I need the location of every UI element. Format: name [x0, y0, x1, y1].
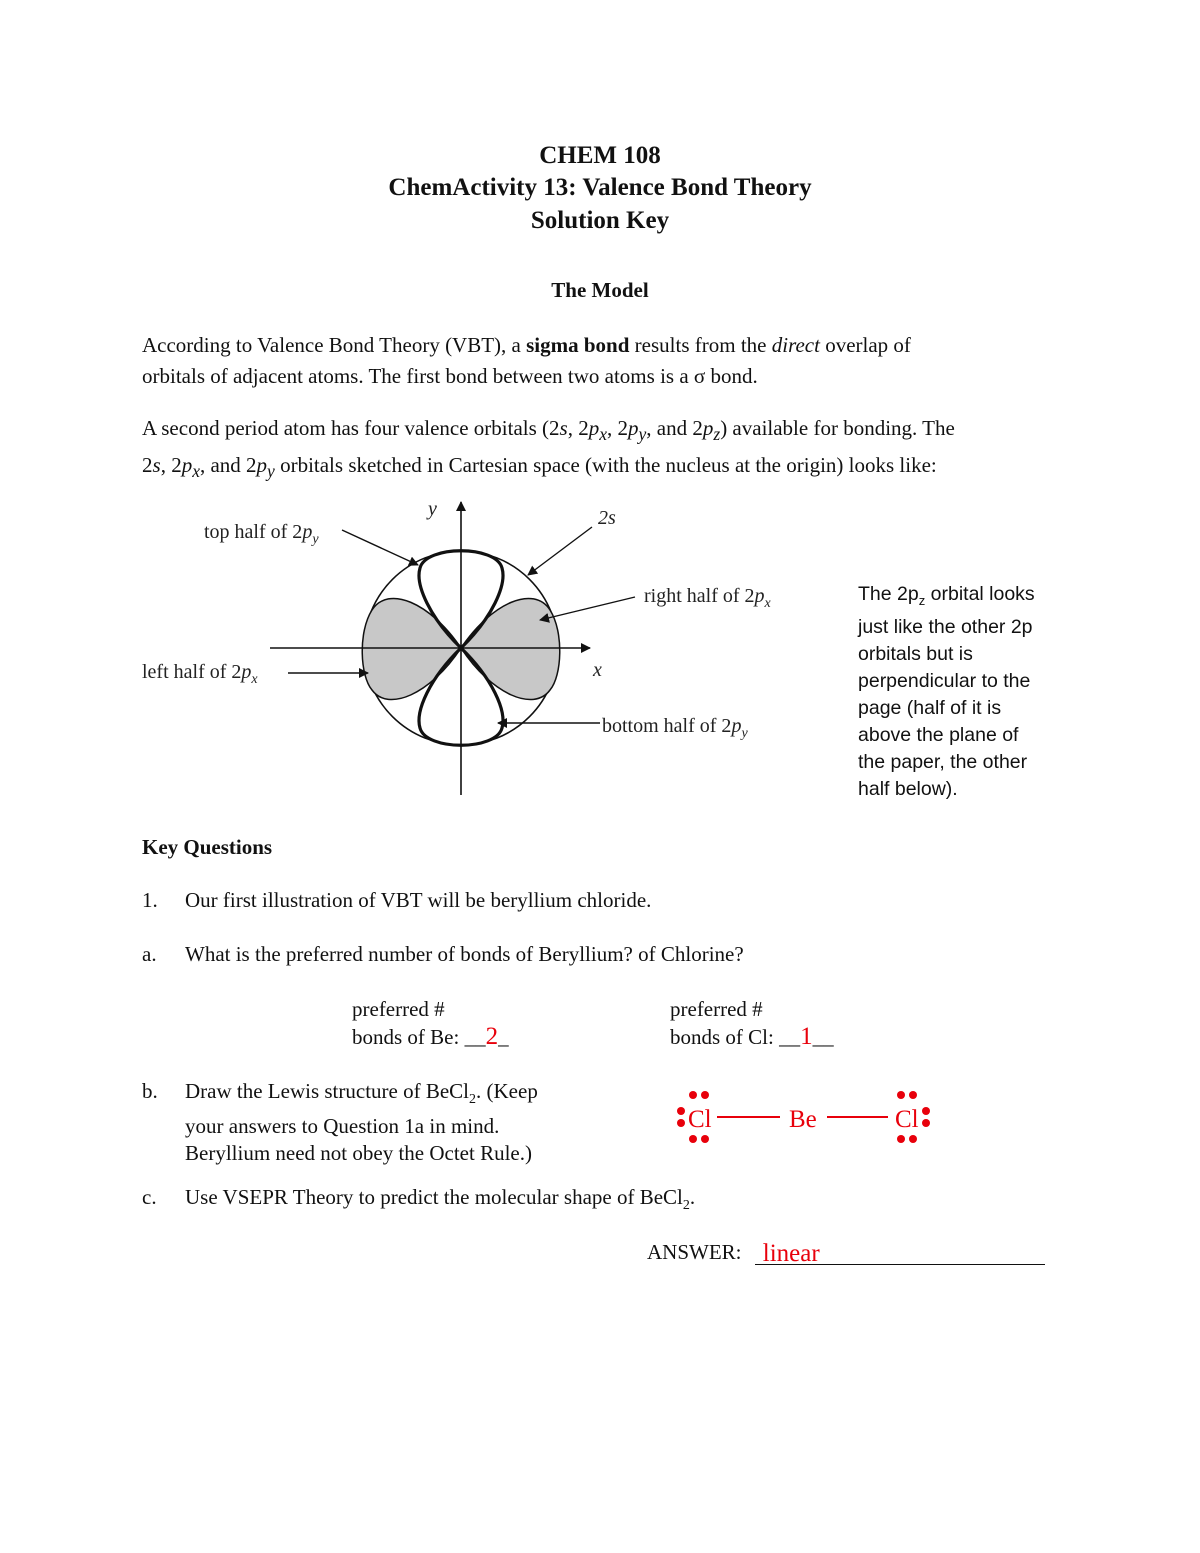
lewis-be: Be [789, 1106, 817, 1133]
label-right-half-2px: right half of $2p_x$ [644, 585, 771, 611]
pz-side-note: The $2p_z$ orbital looks just like the other 2p orbitals but is perpendicular to the page (half of it is above the plane of the paper, the other half below). [858, 583, 1035, 800]
lewis-structure-becl2 [670, 1085, 940, 1150]
question-1c: c. Use VSEPR Theory to predict the molecular shape of BeCl$_2$. [142, 1185, 696, 1214]
model-paragraph-2: A second period atom has four valence orbitals (2s, $2p_x$, $2p_y$, and $2p_z$) available for bonding. The 2s, $2p_x$, and $2p_y$ orbitals sketched in Cartesian space (with the nucleus at the origin) looks like: [142, 416, 955, 482]
activity-title: ChemActivity 13: Valence Bond Theory [388, 174, 812, 201]
pointer-2s [528, 527, 592, 575]
pointer-right-px [540, 597, 635, 620]
answer-line [647, 1240, 1045, 1265]
lewis-cl-left: Cl [688, 1106, 712, 1133]
label-top-half-2py: top half of $2p_y$ [204, 521, 319, 547]
x-axis-label: x [593, 659, 602, 681]
course-title: CHEM 108 [539, 142, 661, 169]
question-1b: b. Draw the Lewis structure of BeCl$_2$. (Keep your answers to Question 1a in mind. Beryllium need not obey the Octet Rule.) [142, 1079, 538, 1166]
be-bonds-answer-block: preferred # bonds of Be: __2_ [352, 997, 509, 1050]
question-1: 1. Our first illustration of VBT will be beryllium chloride. [142, 888, 652, 912]
answer-blank [755, 1240, 1045, 1265]
label-bottom-half-2py: bottom half of $2p_y$ [602, 715, 748, 741]
pointer-top-py [342, 530, 418, 565]
answer-label: ANSWER: [647, 1240, 742, 1264]
lewis-cl-right: Cl [895, 1106, 919, 1133]
cl-bonds-answer-block: preferred # bonds of Cl: __1__ [670, 997, 834, 1050]
key-questions-heading: Key Questions [142, 835, 273, 859]
model-heading: The Model [551, 278, 649, 302]
y-axis-label: y [428, 498, 437, 520]
answer-value: linear [762, 1240, 820, 1267]
subtitle: Solution Key [530, 207, 670, 234]
orbital-diagram [130, 490, 830, 810]
question-1a: a. What is the preferred number of bonds of Beryllium? of Chlorine? [142, 942, 744, 966]
be-bonds-answer: 2 [485, 1023, 499, 1050]
label-left-half-2px: left half of $2p_x$ [142, 661, 258, 687]
label-2s: 2s [598, 507, 616, 529]
cl-bonds-answer: 1 [800, 1023, 813, 1050]
model-paragraph-1: According to Valence Bond Theory (VBT), a sigma bond results from the direct overlap of orbitals of adjacent atoms. The first bond between two atoms is a σ bond. [142, 333, 911, 388]
